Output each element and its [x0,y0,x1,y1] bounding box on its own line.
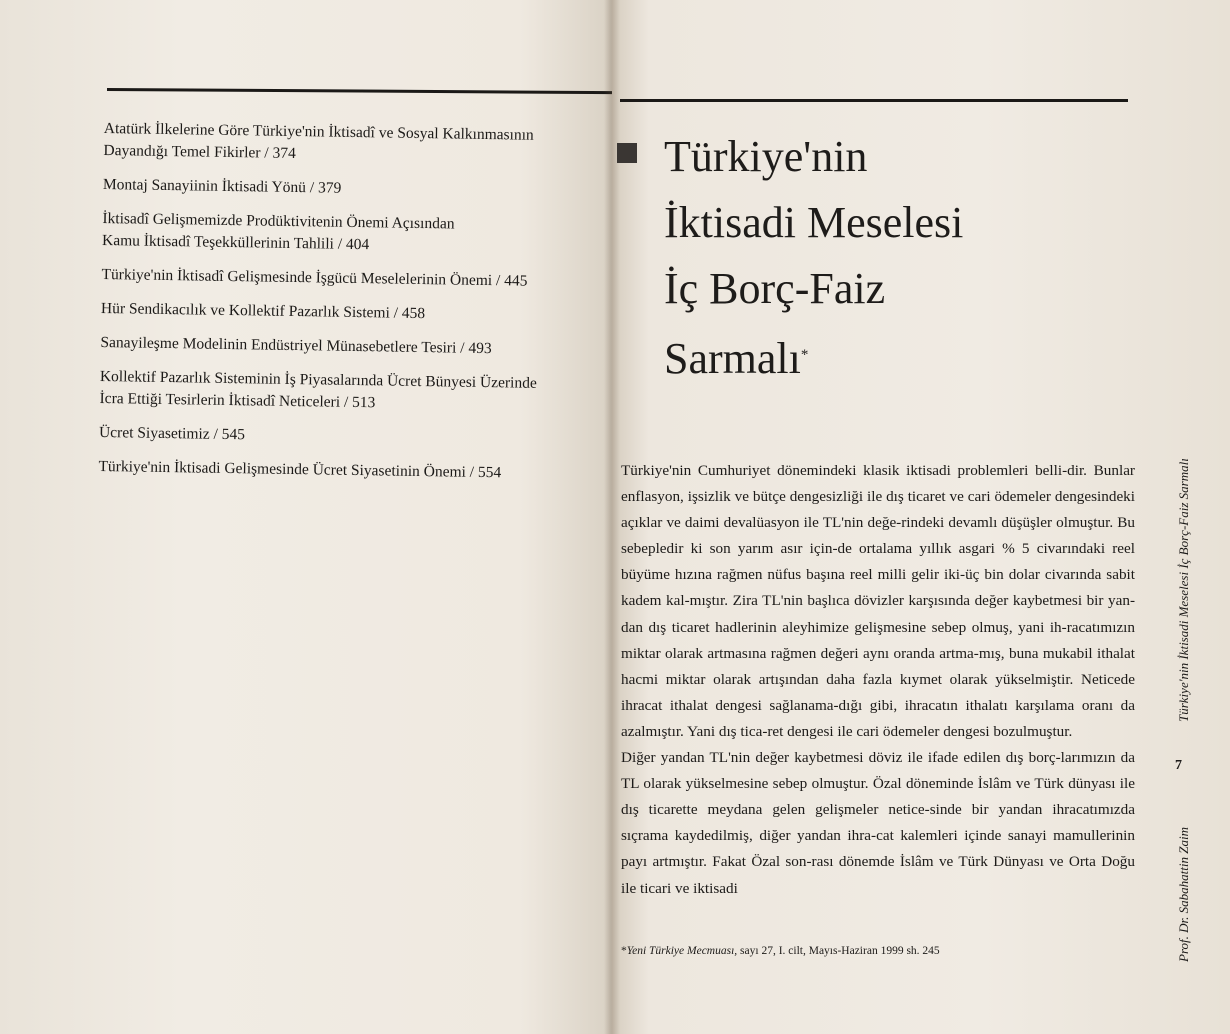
title-footnote-marker: * [800,347,809,363]
toc-entry [100,332,610,362]
toc-entry [101,298,611,328]
toc-entry [103,174,613,204]
chapter-title [664,124,1104,392]
toc-entry-line: Kollektif Pazarlık Sisteminin İş Piyasalarında Ücret Bünyesi Üzerinde [99,367,537,392]
paragraph-1: Türkiye'nin Cumhuriyet dönemindeki klasik iktisadi problemleri belli-dir. Bunlar enflasyon, işsizlik ve bütçe dengesizliği ile dış ticaret ve cari ödemeler dengesindeki açıklar ve daimi devalüasyon ile TL'nin değe-rindeki devamlı düşüşler olmuştur. Bu sebepledir ki son yarım asır için-de ortalama yıllık asgari % 5 civarındaki reel büyüme hızına rağmen nüfus başına reel milli gelir iki-üç bin dolar civarında sabit kadem kal-mıştır. Zira TL'nin başlıca dövizler karşısında değer kaybetmesi bir yan-dan dış ticaret hadlerinin aleyhimize gelişmesine sebep olmuş, yani ih-racatımızın miktar olarak artmasına rağmen değeri aynı oranda artma-mış, buna mukabil ithalat hacmi miktar olarak artışından daha fazla kıymet olarak yükselmiştir. Neticede ihracat ithalat dengesi sağlanama-dığı gibi, ihracatın ithalatı karşılama oranı da azalmıştır. Yani dış tica-ret dengesi ile cari ödemeler dengesi bozulmuştur. [621,462,1135,740]
footnote-source: Yeni Türkiye Mecmuası, [626,945,738,957]
title-line-4-text: Sarmalı [664,334,801,383]
top-rule-right [620,99,1128,102]
running-head-text: Türkiye'nin İktisadi Meselesi İç Borç-Faiz Sarmalı [1176,458,1191,722]
toc-entry [101,264,611,294]
toc-entry-line: Türkiye'nin İktisadî Gelişmesinde İşgücü Meselelerinin Önemi / 445 [101,265,528,290]
footnote-details: sayı 27, I. cilt, Mayıs-Haziran 1999 sh. 245 [737,945,940,957]
table-of-contents [98,118,614,498]
toc-entry [99,422,609,452]
chapter-square-marker [617,143,637,163]
author-name: Prof. Dr. Sabahattin Zaim [1176,827,1191,962]
toc-entry [98,456,608,486]
left-page [0,0,612,1034]
paragraph-2: Diğer yandan TL'nin değer kaybetmesi döviz ile ifade edilen dış borç-larımızın da TL olarak yükselmesine sebep olmuştur. Özal döneminde İslâm ve Türk dünyası ile dış ticarette meydana gelen gelişmeler netice-sinde bir yandan ihracatımızda sıçrama kaydedilmiş, diğer yandan ihra-cat kalemleri içinde sanayi mamullerinin payı artmıştır. Fakat Özal son-rası dönemde İslâm ve Türk Dünyası ve Orta Doğu ile ticari ve iktisadi [621,749,1135,897]
toc-entry-line: Kamu İktisadî Teşekküllerinin Tahlili / 404 [101,231,370,254]
footnote [621,945,1121,957]
toc-entry [99,366,610,418]
toc-entry-line: İktisadî Gelişmemizde Prodüktivitenin Önemi Açısından [102,209,455,233]
toc-entry-line: Türkiye'nin İktisadi Gelişmesinde Ücret Siyasetinin Önemi / 554 [98,457,502,482]
title-line-1: Türkiye'nin [664,132,868,181]
toc-entry [103,118,614,170]
author-running-foot [1176,827,1196,963]
toc-entry-line: Ücret Siyasetimiz / 545 [98,423,246,444]
page-number: 7 [1175,758,1182,773]
toc-entry-line: Montaj Sanayiinin İktisadi Yönü / 379 [102,175,342,197]
title-line-4 [664,322,1104,392]
toc-entry-line: Dayandığı Temel Fikirler / 374 [103,141,296,163]
title-line-3: İç Borç-Faiz [664,264,886,313]
toc-entry-line: Atatürk İlkelerine Göre Türkiye'nin İktisadî ve Sosyal Kalkınmasının [103,119,534,144]
title-line-2: İktisadi Meselesi [664,198,964,247]
top-rule-left [107,88,612,94]
toc-entry [102,208,613,260]
body-text [621,458,1135,902]
toc-entry-line: İcra Ettiği Tesirlerin İktisadî Neticeleri / 513 [99,389,376,412]
footnote-marker: * [621,945,627,957]
toc-entry-line: Hür Sendikacılık ve Kollektif Pazarlık Sistemi / 458 [100,299,426,323]
running-head [1176,458,1196,723]
toc-entry-line: Sanayileşme Modelinin Endüstriyel Münasebetlere Tesiri / 493 [100,333,492,358]
